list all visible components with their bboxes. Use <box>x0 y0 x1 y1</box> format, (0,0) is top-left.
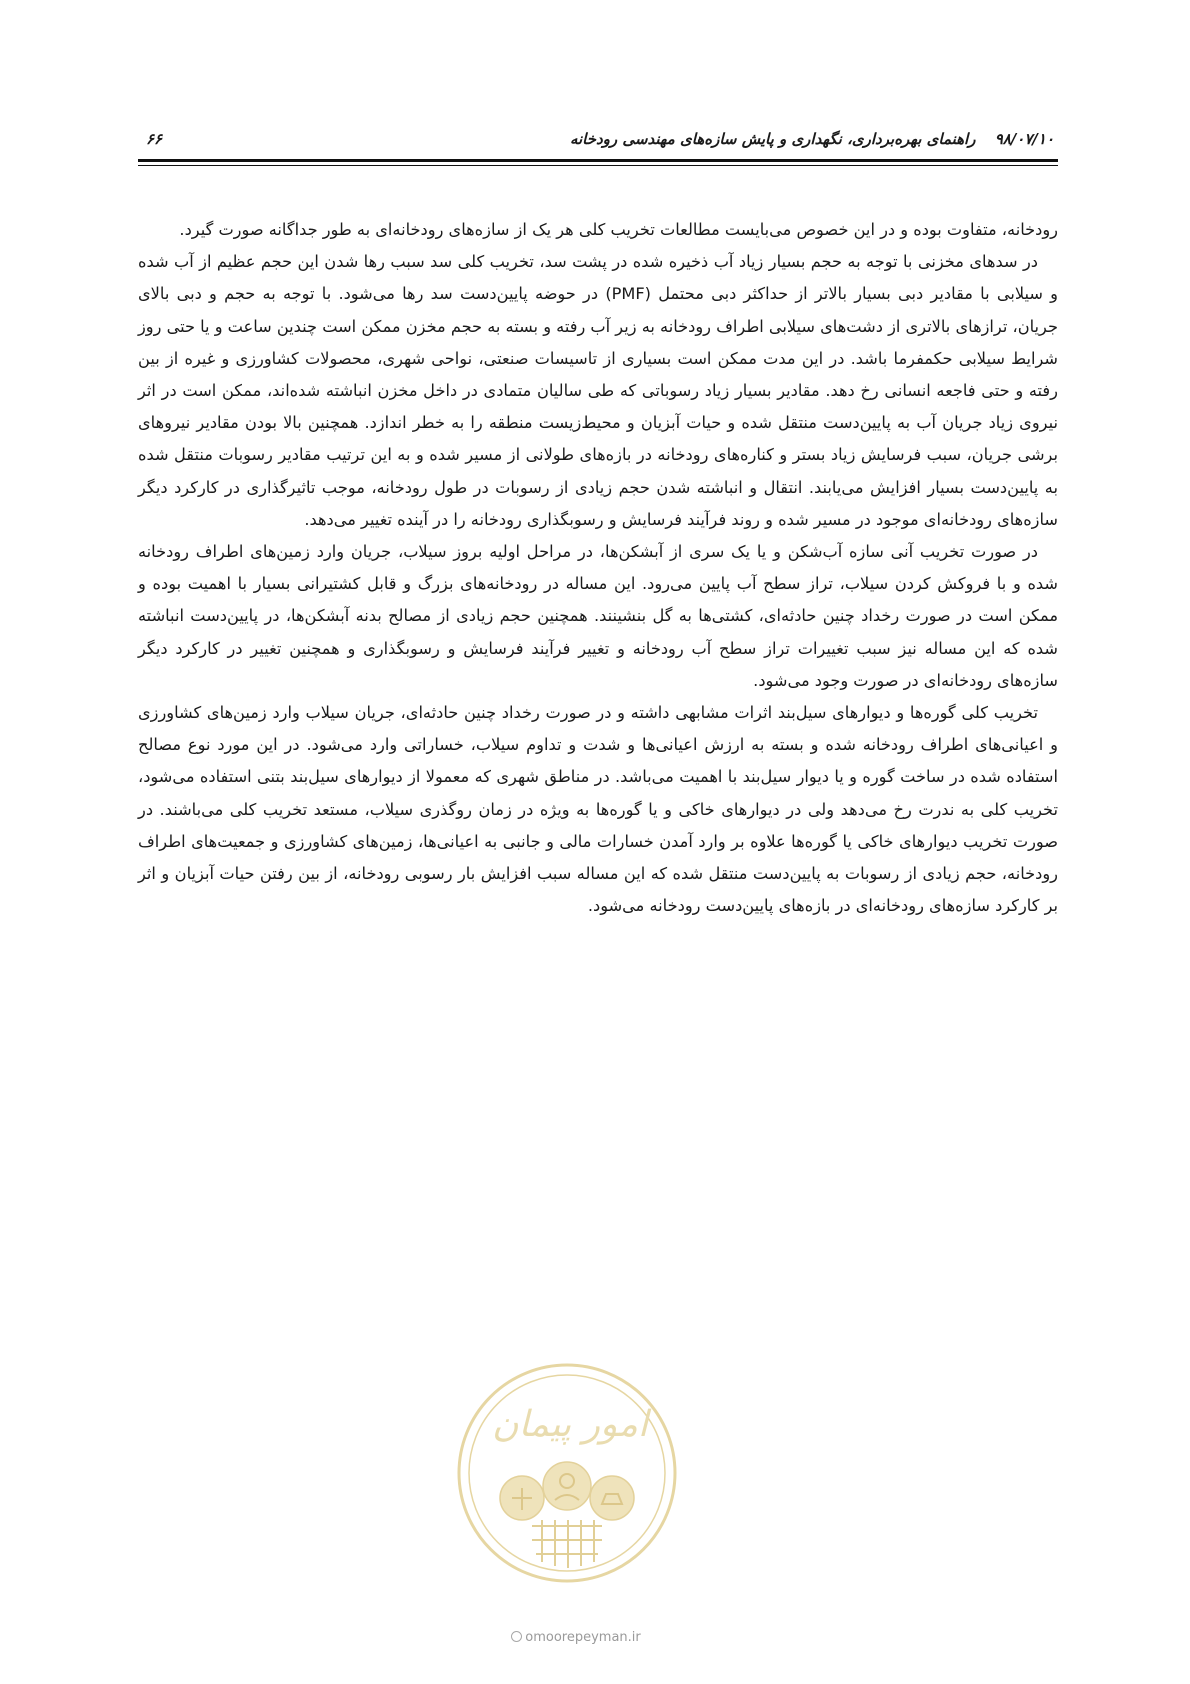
page-number: ۶۶ <box>146 130 163 148</box>
paragraph-2-part-b: در حوضه پایین‌دست سد رها می‌شود. با توجه به حجم و دبی بالای جریان، ترازهای بالاتری از دشت‌های سیلابی اطراف رودخانه به زیر آب رفته و بسته به حجم مخزن ممکن است چندین ساعت و یا حتی روز شرایط سیلابی حکمفرما باشد. در این مدت ممکن است بسیاری از تاسیسات صنعتی، نواحی شهری، محصولات کشاورزی و غیره از بین رفته و حتی فاجعه انسانی رخ دهد. مقادیر بسیار زیاد رسوباتی که طی سالیان متمادی در داخل مخزن انباشته شده‌اند، ممکن است در اثر نیروی زیاد جریان آب به پایین‌دست منتقل شده و حیات آبزیان و محیط‌زیست منطقه را به خطر اندازد. همچنین بالا بودن مقادیر نیروهای برشی جریان، سبب فرسایش زیاد بستر و کناره‌های رودخانه در بازه‌های طولانی از مسیر شده و به این ترتیب مقادیر رسوبات منتقل شده به پایین‌دست بسیار افزایش می‌یابند. انتقال و انباشته شدن حجم زیادی از رسوبات در طول رودخانه، موجب تاثیرگذاری در کارکرد دیگر سازه‌های رودخانه‌ای موجود در مسیر شده و روند فرآیند فرسایش و رسوبگذاری رودخانه را در آینده تغییر می‌دهد. <box>137 284 1058 529</box>
document-body <box>138 214 1058 922</box>
header-date: ۹۸/۰۷/۱۰ <box>994 130 1054 148</box>
running-title <box>570 130 1054 148</box>
website-watermark <box>486 1630 666 1645</box>
header-rule-thin <box>138 165 1058 166</box>
paragraph-4: تخریب کلی گوره‌ها و دیوارهای سیل‌بند اثرات مشابهی داشته و در صورت رخداد چنین حادثه‌ای، جریان سیلاب وارد زمین‌های کشاورزی و اعیانی‌های اطراف رودخانه شده و بسته به ارزش اعیانی‌ها و شدت و تداوم سیلاب، خساراتی وارد می‌شود. در این مورد نوع مصالح استفاده شده در ساخت گوره و یا دیوار سیل‌بند با اهمیت می‌باشد. در مناطق شهری که معمولا از دیوارهای سیل‌بند بتنی استفاده می‌شود، تخریب کلی به ندرت رخ می‌دهد ولی در دیوارهای خاکی و یا گوره‌ها به ویژه در زمان روگذری سیلاب، مستعد تخریب کلی می‌باشند. در صورت تخریب دیوارهای خاکی یا گوره‌ها علاوه بر وارد آمدن خسارات مالی و جانبی به اعیانی‌ها، زمین‌های کشاورزی و جمعیت‌های اطراف رودخانه، حجم زیادی از رسوبات به پایین‌دست منتقل شده که این مساله سبب افزایش بار رسوبی رودخانه، از بین رفتن حیات آبزیان و اثر بر کارکرد سازه‌های رودخانه‌ای در بازه‌های پایین‌دست رودخانه می‌شود. <box>138 703 1058 916</box>
svg-text:امور پیمان: امور پیمان <box>492 1404 648 1445</box>
header-rule-thick <box>138 159 1058 162</box>
paragraph-2 <box>138 246 1058 536</box>
pmf-abbreviation: (PMF) <box>605 284 651 304</box>
omoorepeyman-seal-logo-icon <box>452 1358 682 1588</box>
paragraph-1: رودخانه، متفاوت بوده و در این خصوص می‌بایست مطالعات تخریب کلی هر یک از سازه‌های رودخانه‌ای به طور جداگانه صورت گیرد. <box>179 220 1058 239</box>
header-title: راهنمای بهره‌برداری، نگهداری و پایش سازه‌های مهندسی رودخانه <box>569 130 976 148</box>
paragraph-3: در صورت تخریب آنی سازه آب‌شکن و یا یک سری از آبشکن‌ها، در مراحل اولیه بروز سیلاب، جریان وارد زمین‌های اطراف رودخانه شده و با فروکش کردن سیلاب، تراز سطح آب پایین می‌رود. این مساله در رودخانه‌های بزرگ و قابل کشتیرانی بسیار با اهمیت بوده و ممکن است در صورت رخداد چنین حادثه‌ای، کشتی‌ها به گل بنشینند. همچنین حجم زیادی از مصالح بدنه آبشکن‌ها، در پایین‌دست انباشته شده که این مساله نیز سبب تغییرات تراز سطح آب رودخانه و تغییر فرآیند فرسایش و رسوبگذاری و همچنین تغییر در کارکرد دیگر سازه‌های رودخانه‌ای در صورت وجود می‌شود. <box>138 542 1058 690</box>
page-header <box>138 126 1058 154</box>
at-sign-icon <box>511 1631 522 1642</box>
watermark-text: omoorepeyman.ir <box>525 1630 641 1645</box>
paragraph-2-part-a: در سدهای مخزنی با توجه به حجم بسیار زیاد آب ذخیره شده در پشت سد، تخریب کلی سد سبب رها شدن این حجم عظیم از آب شده و سیلابی با مقادیر دبی بسیار بالاتر از حداکثر دبی محتمل <box>138 252 1059 304</box>
